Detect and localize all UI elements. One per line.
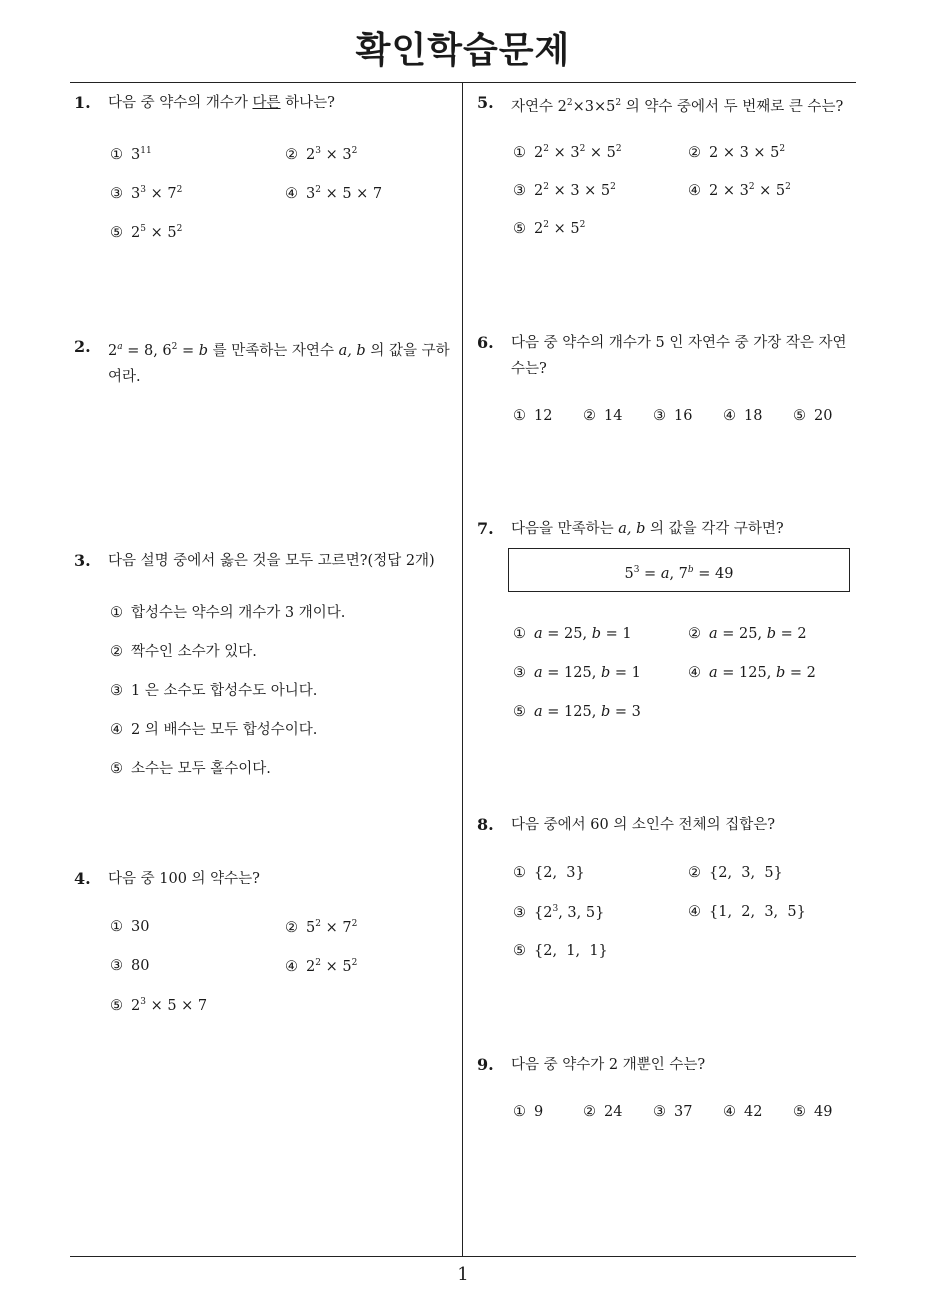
choice-1[interactable]: ① 9 xyxy=(513,1104,544,1120)
choice-1[interactable]: ① 12 xyxy=(513,408,553,424)
choice-1[interactable]: ① {2, 3} xyxy=(513,865,585,881)
question-text: 다음 중 약수의 개수가 xyxy=(108,95,253,111)
question-number: 4. xyxy=(74,869,91,888)
question-7: 7. 다음을 만족하는 a, b 의 값을 각각 구하면? xyxy=(477,516,867,542)
choice-4[interactable]: ④ $2 \times 3^2 \times 5^2$ xyxy=(688,182,791,199)
page-title: 확인학습문제 xyxy=(355,30,571,71)
question-number: 5. xyxy=(477,93,494,112)
choice-3[interactable]: ③ $2^2 \times 3 \times 5^2$ xyxy=(513,182,616,199)
choice-1[interactable]: ① 합성수는 약수의 개수가 3 개이다. xyxy=(110,605,346,621)
choice-2[interactable]: ② $2 \times 3 \times 5^2$ xyxy=(688,144,786,161)
question-6: 6. 다음 중 약수의 개수가 5 인 자연수 중 가장 작은 자연 수는? xyxy=(477,330,867,382)
page-number: 1 xyxy=(457,1264,469,1285)
question-9 xyxy=(477,1052,867,1078)
question-5: 5. 자연수 $2^2\times 3\times 5^2$ 의 약수 중에서 두 번째로 큰 수는? xyxy=(477,90,867,120)
question-number: 1. xyxy=(74,93,91,112)
choice-4[interactable]: ④ 18 xyxy=(723,408,763,424)
choice-3[interactable]: ③ 16 xyxy=(653,408,693,424)
question-number: 8. xyxy=(477,815,494,834)
choice-3[interactable]: ③ {$2^3$, 3, 5} xyxy=(513,904,605,921)
choice-3[interactable]: ③ a = 125, b = 1 xyxy=(513,665,641,681)
choice-4[interactable]: ④ $2^2 \times 5^2$ xyxy=(285,958,358,975)
question-text: 다음 중 100 의 약수는? xyxy=(108,871,260,887)
choice-5[interactable]: ⑤ $2^2 \times 5^2$ xyxy=(513,220,586,237)
choice-2[interactable]: ② 14 xyxy=(583,408,623,424)
choice-5[interactable]: ⑤ 20 xyxy=(793,408,833,424)
choice-2[interactable]: ② {2, 3, 5} xyxy=(688,865,783,881)
question-1 xyxy=(74,90,459,116)
choice-3[interactable]: ③ $3^3 \times 7^2$ xyxy=(110,185,183,202)
question-8 xyxy=(477,812,867,838)
choice-3[interactable]: ③ 1 은 소수도 합성수도 아니다. xyxy=(110,683,318,699)
question-number: 3. xyxy=(74,551,91,570)
condition-box: $5^3 = a$, $7^b = 49$ xyxy=(508,548,850,592)
choice-2[interactable]: ② 짝수인 소수가 있다. xyxy=(110,644,257,660)
question-3 xyxy=(74,548,459,574)
choice-5[interactable]: ⑤ $2^5 \times 5^2$ xyxy=(110,224,183,241)
choice-1[interactable]: ① $2^2 \times 3^2 \times 5^2$ xyxy=(513,144,622,161)
question-number: 6. xyxy=(477,333,494,352)
choice-1[interactable]: ① $3^{11}$ xyxy=(110,146,152,163)
emphasis-text: 다른 xyxy=(252,95,281,111)
choice-2[interactable]: ② $5^2 \times 7^2$ xyxy=(285,919,358,936)
choice-3[interactable]: ③ 37 xyxy=(653,1104,693,1120)
choice-2[interactable]: ② $2^3 \times 3^2$ xyxy=(285,146,358,163)
choice-1[interactable]: ① 30 xyxy=(110,919,150,935)
choice-1[interactable]: ① a = 25, b = 1 xyxy=(513,626,632,642)
choice-5[interactable]: ⑤ $2^3 \times 5 \times 7$ xyxy=(110,997,208,1014)
question-4 xyxy=(74,866,459,892)
question-text: 다음 중 약수가 2 개뿐인 수는? xyxy=(511,1057,706,1073)
question-number: 7. xyxy=(477,519,494,538)
question-number: 2. xyxy=(74,337,91,356)
choice-4[interactable]: ④ 2 의 배수는 모두 합성수이다. xyxy=(110,722,318,738)
question-text: 다음 중에서 60 의 소인수 전체의 집합은? xyxy=(511,817,775,833)
choice-2[interactable]: ② a = 25, b = 2 xyxy=(688,626,807,642)
choice-4[interactable]: ④ $3^2 \times 5 \times 7$ xyxy=(285,185,383,202)
choice-5[interactable]: ⑤ {2, 1, 1} xyxy=(513,943,608,959)
choice-4[interactable]: ④ 42 xyxy=(723,1104,763,1120)
question-number: 9. xyxy=(477,1055,494,1074)
choice-5[interactable]: ⑤ 소수는 모두 홀수이다. xyxy=(110,761,271,777)
column-divider xyxy=(462,83,463,1256)
question-text: 하나는? xyxy=(280,95,335,111)
top-rule xyxy=(70,82,856,83)
choice-5[interactable]: ⑤ 49 xyxy=(793,1104,833,1120)
choice-2[interactable]: ② 24 xyxy=(583,1104,623,1120)
bottom-rule xyxy=(70,1256,856,1257)
equation: $2^a = 8$, $6^2 = b$ xyxy=(108,342,209,359)
choice-3[interactable]: ③ 80 xyxy=(110,958,150,974)
expression: $2^2\times 3\times 5^2$ xyxy=(557,98,622,115)
choice-5[interactable]: ⑤ a = 125, b = 3 xyxy=(513,704,641,720)
choice-4[interactable]: ④ {1, 2, 3, 5} xyxy=(688,904,806,920)
choice-4[interactable]: ④ a = 125, b = 2 xyxy=(688,665,816,681)
question-2: 2. $2^a = 8$, $6^2 = b$ 를 만족하는 자연수 a, b 의 값을 구하 여라. xyxy=(74,334,459,390)
question-text: 다음 설명 중에서 옳은 것을 모두 고르면?(정답 2개) xyxy=(108,553,435,569)
